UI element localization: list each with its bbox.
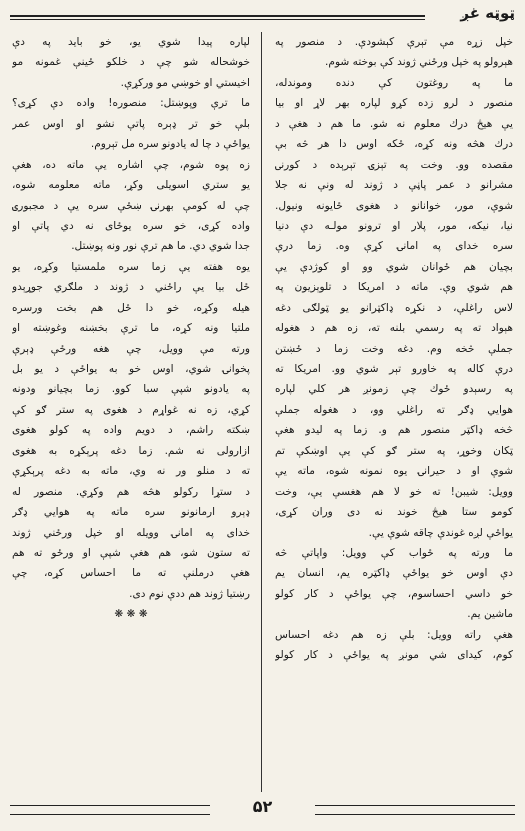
text-line: مقصده وو. وخت په تېزۍ تېرېده د كورنۍ: [275, 158, 513, 171]
text-line: رښتيا ژوند هم ددې نوم دى.: [129, 587, 250, 600]
text-line: درك هڅه ونه كړه، ځكه اوس دا هر څه بې: [275, 138, 513, 151]
header-rule-thin: [10, 19, 425, 20]
text-line: هېرولو په خپل ورځني ژوند كې بوخته شوم.: [325, 56, 513, 69]
text-line: خو داسي احساسوم، چې يواځې د كار كولو: [275, 587, 513, 600]
section-title: ټوټه غږ: [460, 4, 515, 22]
page-header: [10, 4, 515, 26]
text-line: بلې خو تر ډېره پاتې نشو او اوس عمر: [12, 117, 250, 130]
text-line: سره خداى په امانۍ كړې وه. زما درې: [275, 240, 513, 253]
text-column-right: [275, 32, 513, 787]
text-line: يواځې لږه غوندې چاقه شوې يې.: [368, 526, 513, 539]
text-line: ماشين يم.: [467, 608, 513, 621]
page-footer: [10, 795, 515, 825]
text-line: كوم، كيداى شي مونږ په يواځې د كار كولو: [275, 649, 513, 662]
text-line: كړي، زه نه غواړم د هغوى په ستر ګو كې: [12, 403, 250, 416]
text-line: څخه ډاكټر منصور هم و. زما په ليدو هغې: [275, 424, 513, 437]
text-line: زه پوه شوم، چې اشاره يې ماته ده، هغې: [12, 158, 250, 171]
text-line: هيله وكړه، خو دا ځل هم بخت ورسره: [12, 301, 250, 314]
text-line: لپاره پيدا شوي يو، خو بايد په دې: [12, 36, 250, 48]
text-line: ازارولى نه شم. زما دغه پرېكړه به هغوى: [12, 444, 250, 457]
text-column-left: [12, 32, 250, 787]
text-line: خداى په امانۍ وويله او خپل ورځني ژوند: [12, 526, 250, 539]
text-line: لاس راغلې، د نكړه ډاكټرانو يو ټولګى دغه: [275, 301, 513, 314]
text-line: هغې راته وويل: بلې زه هم دغه احساس: [275, 628, 513, 641]
text-line: خوشحاله شو چې د خلكو ځينې غمونه مو: [12, 56, 250, 69]
text-line: شوې او د حيرانۍ يوه نمونه شوه، ماته يې: [275, 465, 513, 478]
text-line: وويل: شيبن! ته خو لا هم هغسې يې، وخت: [275, 485, 513, 498]
text-line: ملتيا ونه كړه، ما ترې بخښنه وغوښته او: [12, 322, 250, 335]
text-line: په رسېدو ځوك چې زمونږ هر كلي لپاره: [275, 383, 513, 396]
text-line: يو ستري اسويلى وكړ، ماته معلومه شوه،: [12, 179, 250, 192]
text-line: بچيان هم ځوانان شوي وو او كوژدې يې: [275, 260, 513, 273]
text-line: ❋ ❋ ❋: [114, 608, 148, 621]
text-line: مشرانو د عمر پاڼې د ژوند له ونې نه جلا: [275, 179, 513, 192]
text-line: په يادونو شپې سبا كوو. زما بچيانو ودونه: [12, 383, 250, 396]
text-line: ته ستون شو، هم هغې شپې او ورځو ته هم: [12, 546, 250, 559]
text-line: ټكان وخوړ، په ستر ګو كې يې اوښكې تم: [275, 444, 513, 457]
text-line: ښكته راشم، د دويم واده په كولو هغوى: [12, 424, 250, 437]
text-line: هوايي ډګر ته راغلي وو، د هغوله جملې: [275, 403, 513, 416]
text-line: ته د منلو ور نه وي، ماته به دغه پرېكړې: [12, 465, 250, 478]
text-line: واده كړى، خو سره يوځاى نه دي پاتې او: [12, 219, 250, 232]
text-line: ما په روغتون كې دنده وموندله،: [275, 76, 513, 89]
text-line: چې له كومې بهرنۍ ښځې سره يې د مجبورۍ: [12, 199, 250, 212]
header-rule: [10, 15, 425, 17]
text-line: ډېرو ارمانونو سره ماته په هوايي ډګر: [12, 506, 250, 519]
text-line: يواځې د چا له يادونو سره مل تېروم.: [90, 138, 250, 151]
text-line: ورته مې وويل، چې هغه ورځې ډېرې: [12, 342, 250, 355]
text-line: اخيستي او خوښي مو وركړې.: [120, 76, 250, 89]
text-line: منصور د لرو زده كړو لپاره بهر لاړ او بيا: [275, 97, 513, 110]
text-line: ځل بيا يې راځني د ژوند د ملګري جوړېدو: [12, 281, 250, 294]
text-line: شوې، مور، خوانانو د هغوى ځايونه ونيول.: [275, 199, 513, 212]
text-line: درې كاله په خاورو تېر شوي وو. امريكا ته: [275, 363, 513, 375]
text-line: ما ترې وپوښتل: منصوره! واده دې كړى؟: [12, 97, 250, 110]
text-line: يې هيڅ درك معلوم نه شو. ما هم د هغې د: [275, 117, 513, 130]
text-line: پخوانۍ شوي، اوس خو به يواځې د يو بل: [12, 363, 250, 375]
text-line: جملې څخه وم. دغه وخت زما د ځښتن: [275, 342, 513, 355]
text-line: جدا شوي دي. ما هم ترې نور ونه پوښتل.: [71, 240, 250, 253]
text-line: هېواد ته په رسمي بلنه ته، زه هم د هغوله: [275, 322, 513, 335]
text-line: خپل زړه مې تېرې كېشودې. د منصور په: [275, 36, 513, 48]
text-line: هم شوي وې. ماته د امريكا د تلوېزيون په: [275, 281, 513, 294]
text-line: د ستړا ركولو هڅه هم وكړي. منصور له: [12, 485, 250, 498]
page-number: ۵۲: [252, 797, 273, 816]
text-line: نيا، نيكه، مور، پلار او ترونو مولـه دې دنيا: [275, 219, 513, 232]
text-line: هغې درملنې ته ما احساس كړه، چې: [12, 567, 250, 580]
text-line: دې اوس خو يواځې ډاكټره يم، انسان يم: [275, 567, 513, 580]
column-divider: [261, 32, 262, 792]
text-line: يوه هفته يې زما سره ملمستيا وكړه، يو: [12, 260, 250, 273]
text-line: ما ورته په ځواب كې وويل: واپاتې څه: [275, 546, 513, 559]
text-line: كومو ستا هيڅ خوند نه دى وران كړى،: [275, 506, 513, 519]
